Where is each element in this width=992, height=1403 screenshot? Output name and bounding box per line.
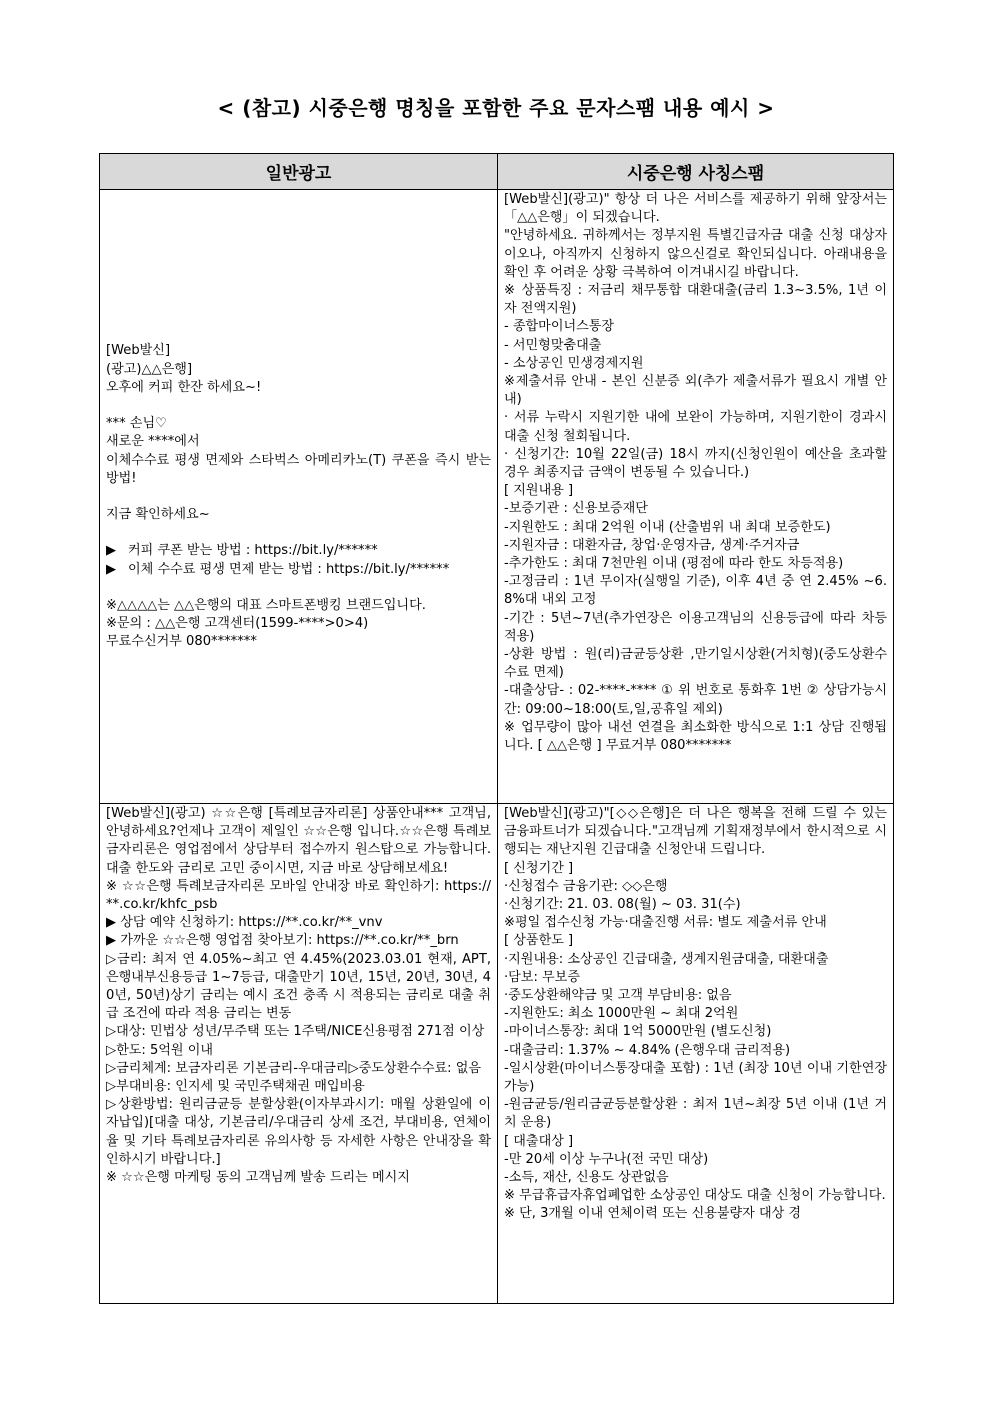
- text-line: [ 신청기간 ]: [504, 860, 574, 876]
- text-line: [ 상품한도 ]: [504, 933, 574, 949]
- text-line: [Web발신](광고) ☆☆은행 [특례보금자리론] 상품안내*** 고객님, 안녕하세요?언제나 고객이 제일인 ☆☆은행 입니다.☆☆은행 특례보금자리론은 영업점에서 상담부터 접수까지 원스탑으로 가능합니다.대출 한도와 금리로 고민 중이시면, 지금 바로 상담해보세요!: [106, 806, 491, 876]
- text-line: -지원자금 : 대환자금, 창업·운영자금, 생계·주거자금: [504, 537, 800, 553]
- text-line: -만 20세 이상 누구나(전 국민 대상): [504, 1151, 709, 1167]
- spam-cell-1: [498, 190, 894, 804]
- arrow-bullet-icon: ▶: [106, 561, 117, 577]
- text-line: ▷대상: 민법상 성년/무주택 또는 1주택/NICE신용평점 271점 이상: [106, 1024, 485, 1040]
- general-ad-cell-2: [100, 804, 498, 1304]
- table-row: [100, 804, 894, 1304]
- text-line: -마이너스통장: 최대 1억 5000만원 (별도신청): [504, 1024, 772, 1040]
- text-line: ·신청기간: 21. 03. 08(월) ~ 03. 31(수): [504, 897, 741, 913]
- text-line: "안녕하세요. 귀하께서는 정부지원 특별긴급자금 대출 신청 대상자이오나, 아직까지 신청하지 않으신걸로 확인되십니다. 아래내용을 확인 후 어려운 상황 극복하여 이겨내시길 바랍니다.: [504, 228, 887, 280]
- text-line: ▶ 상담 예약 신청하기: https://**.co.kr/**_vnv: [106, 915, 383, 931]
- text-line: 이체수수료 평생 면제와 스타벅스 아메리카노(T) 쿠폰을 즉시 받는 방법!: [106, 452, 491, 486]
- text-line: [Web발신](광고)"[◇◇은행]은 더 나은 행복을 전해 드릴 수 있는 금융파트너가 되겠습니다."고객님께 기획재정부에서 한시적으로 시행되는 재난지원 긴급대출 신청안내 드립니다.: [504, 806, 887, 858]
- text-line: -일시상환(마이너스통장대출 포함) : 1년 (최장 10년 이내 기한연장 가능): [504, 1060, 887, 1095]
- text-line: -고정금리 : 1년 무이자(실행일 기준), 이후 4년 중 연 2.45% ~6.8%대 내외 고정: [504, 574, 887, 608]
- spam-cell-2: [498, 804, 894, 1304]
- text-line: - 소상공인 민생경제지원: [504, 355, 644, 371]
- text-line: [Web발신]: [106, 343, 171, 359]
- text-line: -원금균등/원리금균등분할상환 : 최저 1년~최장 5년 이내 (1년 거치 운용): [504, 1097, 887, 1131]
- text-line: · 신청기간: 10월 22일(금) 18시 까지(신청인원이 예산을 초과할 경우 최종지급 금액이 변동될 수 있습니다.): [504, 446, 887, 481]
- text-line: 무료수신거부 080*******: [106, 634, 257, 650]
- text-line: [ 지원내용 ]: [504, 483, 574, 499]
- header-general-ad: 일반광고: [100, 154, 498, 190]
- text-line: ▶ 가까운 ☆☆은행 영업점 찾아보기: https://**.co.kr/**_brn: [106, 933, 459, 949]
- text-line: ※ ☆☆은행 특례보금자리론 모바일 안내장 바로 확인하기: https://**.co.kr/khfc_psb: [106, 878, 491, 913]
- text-line: ·담보: 무보증: [504, 969, 580, 985]
- text-line: ▷한도: 5억원 이내: [106, 1042, 214, 1058]
- text-line: -소득, 재산, 신용도 상관없음: [504, 1170, 669, 1186]
- text-line: -상환 방법 : 원(리)금균등상환 ,만기일시상환(거치형)(중도상환수수료 면제): [504, 647, 887, 681]
- general-ad-cell-1: [100, 190, 498, 804]
- text-line: ※ 단, 3개월 이내 연체이력 또는 신용불량자 대상 경: [504, 1206, 802, 1222]
- text-line: ·신청접수 금융기관: ◇◇은행: [504, 878, 668, 894]
- text-line: ▷금리: 최저 연 4.05%~최고 연 4.45%(2023.03.01 현재, APT, 은행내부신용등급 1~7등급, 대출만기 10년, 15년, 20년, 30년, 40년, 50년)상기 금리는 예시 조건 충족 시 적용되는 금리로 대출 취급 조건에 따라 적용 금리는 변동: [106, 951, 491, 1022]
- text-line: -추가한도 : 최대 7천만원 이내 (평점에 따라 한도 차등적용): [504, 556, 844, 572]
- list-item: [106, 542, 491, 560]
- text-line: - 종합마이너스통장: [504, 319, 615, 335]
- text-line: -지원한도 : 최대 2억원 이내 (산출범위 내 최대 보증한도): [504, 519, 831, 535]
- text-line: ※제출서류 안내 - 본인 신분증 외(추가 제출서류가 필요시 개별 안내): [504, 374, 887, 408]
- text-line: - 서민형맞춤대출: [504, 337, 602, 353]
- text-line: ※△△△△는 △△은행의 대표 스마트폰뱅킹 브랜드입니다.: [106, 598, 426, 614]
- arrow-bullet-icon: ▶: [106, 543, 117, 559]
- text-line: [ 대출대상 ]: [504, 1133, 574, 1149]
- text-line: -기간 : 5년~7년(추가연장은 이용고객님의 신용등급에 따라 차등적용): [504, 610, 887, 644]
- header-bank-impersonation-spam: 시중은행 사칭스팸: [498, 154, 894, 190]
- text-line: ▷부대비용: 인지세 및 국민주택채권 매입비용: [106, 1079, 365, 1095]
- text-line: 오후에 커피 한잔 하세요~!: [106, 379, 262, 395]
- text-line: ※문의 : △△은행 고객센터(1599-****>0>4): [106, 616, 369, 632]
- text-line: -보증기관 : 신용보증재단: [504, 501, 648, 517]
- text-line: ·중도상환해약금 및 고객 부담비용: 없음: [504, 988, 732, 1004]
- text-line: ※ 업무량이 많아 내선 연결을 최소화한 방식으로 1:1 상담 진행됩니다. [ △△은행 ] 무료거부 080*******: [504, 719, 887, 754]
- text-line: ▷상환방법: 원리금균등 분할상환(이자부과시기: 매월 상환일에 이자납입)[대출 대상, 기본금리/우대금리 상세 조건, 부대비용, 연체이율 및 기타 특례보금자리론 유의사항 등 자세한 사항은 안내장을 확인하시기 바랍니다.]: [106, 1097, 491, 1167]
- text-line: ※ 무급휴급자휴업폐업한 소상공인 대상도 대출 신청이 가능합니다.: [504, 1188, 886, 1204]
- text-line: 커피 쿠폰 받는 방법 : https://bit.ly/******: [128, 543, 378, 559]
- text-line: -대출상담- : 02-****-**** ① 위 번호로 통화후 1번 ② 상담가능시간: 09:00~18:00(토,일,공휴일 제외): [504, 683, 887, 717]
- text-line: -지원한도: 최소 1000만원 ~ 최대 2억원: [504, 1006, 739, 1022]
- text-line: ▷금리체계: 보금자리론 기본금리-우대금리▷중도상환수수료: 없음: [106, 1060, 482, 1076]
- page-title: < (참고) 시중은행 명칭을 포함한 주요 문자스팸 내용 예시 >: [217, 96, 775, 120]
- table-row: [100, 190, 894, 804]
- text-line: [Web발신](광고)" 항상 더 나은 서비스를 제공하기 위해 앞장서는 「△△은행」이 되겠습니다.: [504, 192, 887, 226]
- text-line: 이체 수수료 평생 면제 받는 방법 : https://bit.ly/******: [128, 561, 450, 577]
- text-line: · 서류 누락시 지원기한 내에 보완이 가능하며, 지원기한이 경과시 대출 신청 철회됩니다.: [504, 410, 887, 444]
- header-row: [100, 154, 894, 190]
- text-line: 지금 확인하세요~: [106, 507, 210, 523]
- text-line: *** 손님♡: [106, 416, 167, 432]
- list-item: [106, 561, 491, 579]
- text-line: -대출금리: 1.37% ~ 4.84% (은행우대 금리적용): [504, 1042, 791, 1058]
- spam-comparison-table: [99, 153, 894, 1304]
- text-line: ※ 상품특징 : 저금리 채무통합 대환대출(금리 1.3~3.5%, 1년 이자 전액지원): [504, 283, 887, 317]
- text-line: ※ ☆☆은행 마케팅 동의 고객님께 발송 드리는 메시지: [106, 1170, 410, 1186]
- text-line: ·지원내용: 소상공인 긴급대출, 생계지원금대출, 대환대출: [504, 951, 829, 967]
- text-line: (광고)△△은행]: [106, 361, 193, 377]
- text-line: 새로운 ****에서: [106, 434, 200, 450]
- text-line: ※평일 접수신청 가능·대출진행 서류: 별도 제출서류 안내: [504, 915, 827, 931]
